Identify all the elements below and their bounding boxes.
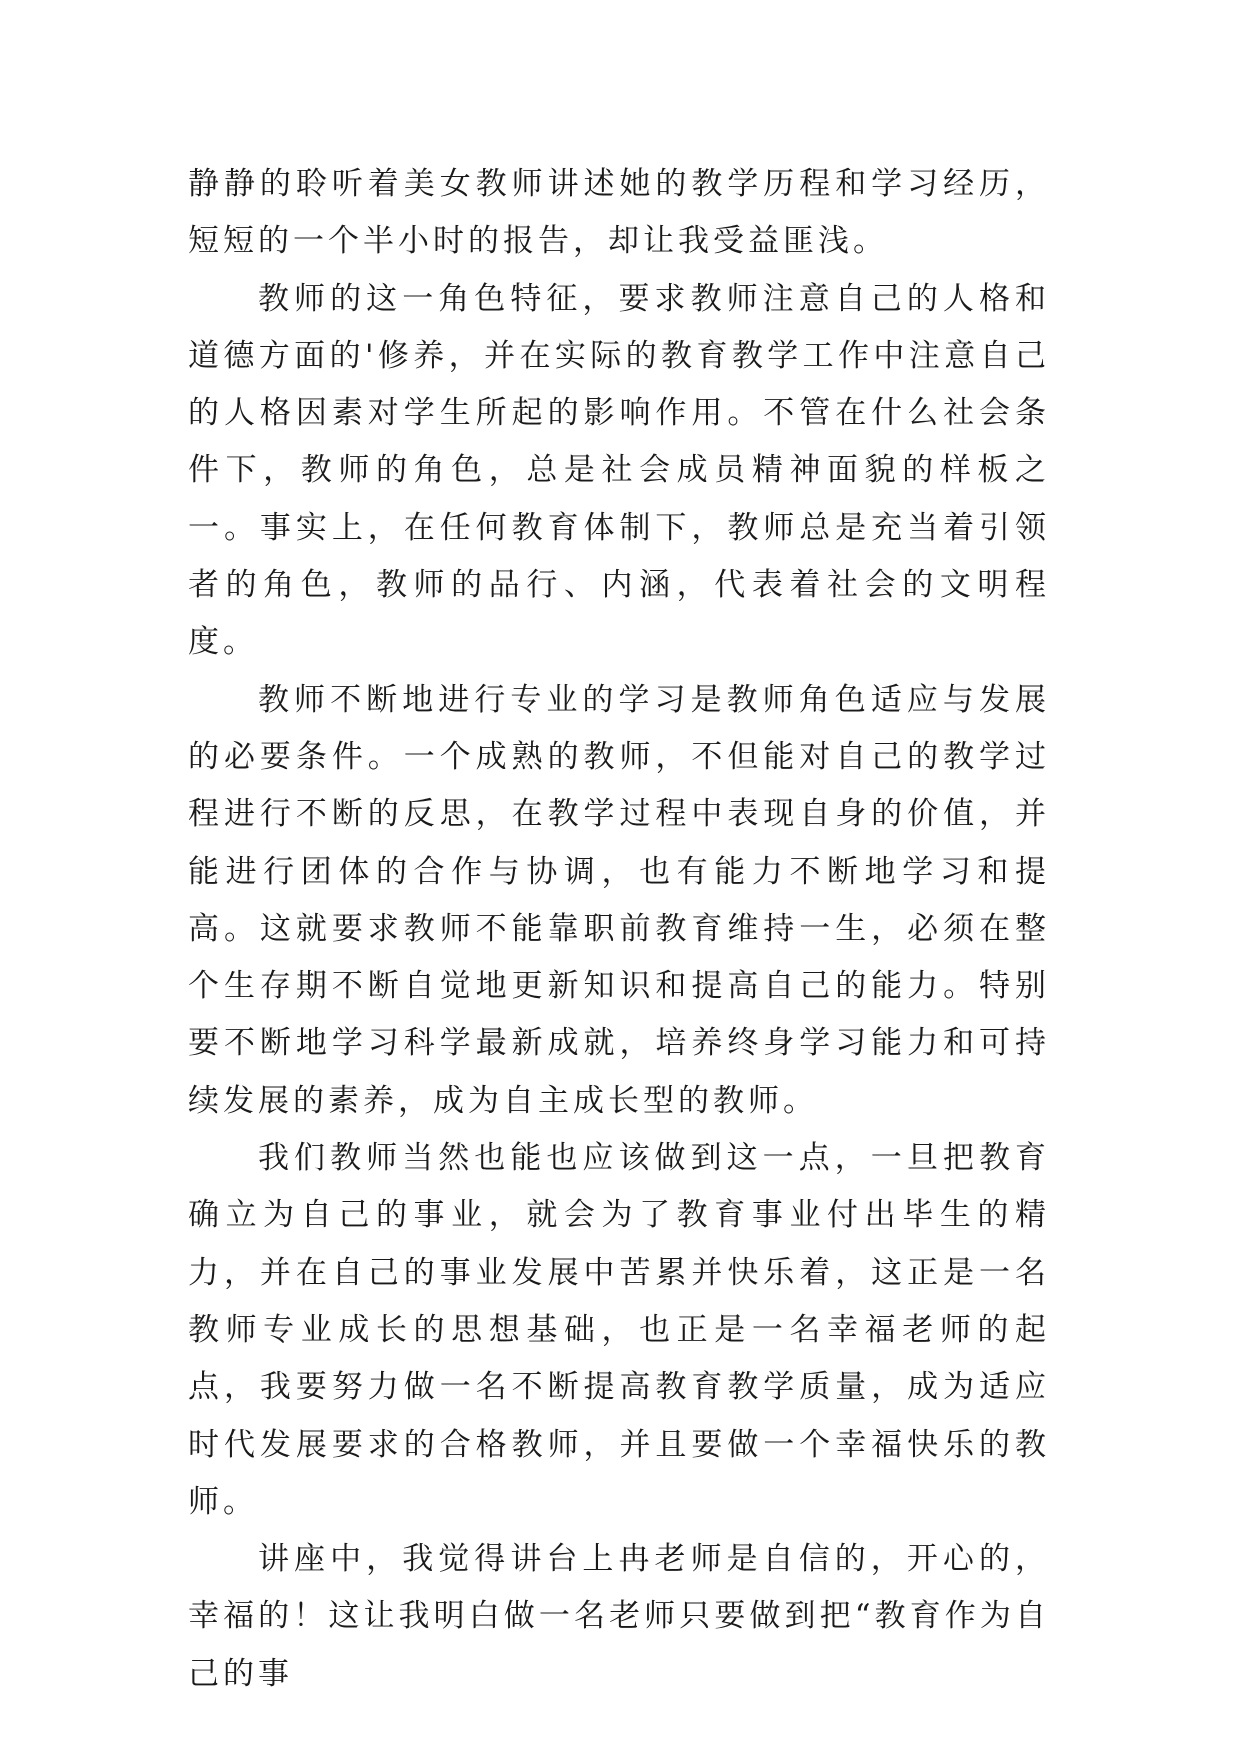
paragraph-lecture-reflection: 讲座中，我觉得讲台上冉老师是自信的，开心的，幸福的！这让我明白做一名老师只要做到把“教育作为自己的事 <box>188 1541 1050 1692</box>
paragraph-teacher-role: 教师的这一角色特征，要求教师注意自己的人格和道德方面的'修养，并在实际的教育教学工作中注意自己的人格因素对学生所起的影响作用。不管在什么社会条件下，教师的角色，总是社会成员精神面貌的样板之一。事实上，在任何教育体制下，教师总是充当着引领者的角色，教师的品行、内涵，代表着社会的文明程度。 <box>188 280 1050 661</box>
paragraph-professional-learning: 教师不断地进行专业的学习是教师角色适应与发展的必要条件。一个成熟的教师，不但能对自己的教学过程进行不断的反思，在教学过程中表现自身的价值，并能进行团体的合作与协调，也有能力不断地学习和提高。这就要求教师不能靠职前教育维持一生，必须在整个生存期不断自觉地更新知识和提高自己的能力。特别要不断地学习科学最新成就，培养终身学习能力和可持续发展的素养，成为自主成长型的教师。 <box>188 681 1050 1119</box>
document-body <box>188 156 1050 1703</box>
paragraph-career-commitment: 我们教师当然也能也应该做到这一点，一旦把教育确立为自己的事业，就会为了教育事业付出毕生的精力，并在自己的事业发展中苦累并快乐着，这正是一名教师专业成长的思想基础，也正是一名幸福老师的起点，我要努力做一名不断提高教育教学质量，成为适应时代发展要求的合格教师，并且要做一个幸福快乐的教师。 <box>188 1140 1050 1520</box>
paragraph-continuation: 静静的聆听着美女教师讲述她的教学历程和学习经历，短短的一个半小时的报告，却让我受益匪浅。 <box>188 166 1050 260</box>
